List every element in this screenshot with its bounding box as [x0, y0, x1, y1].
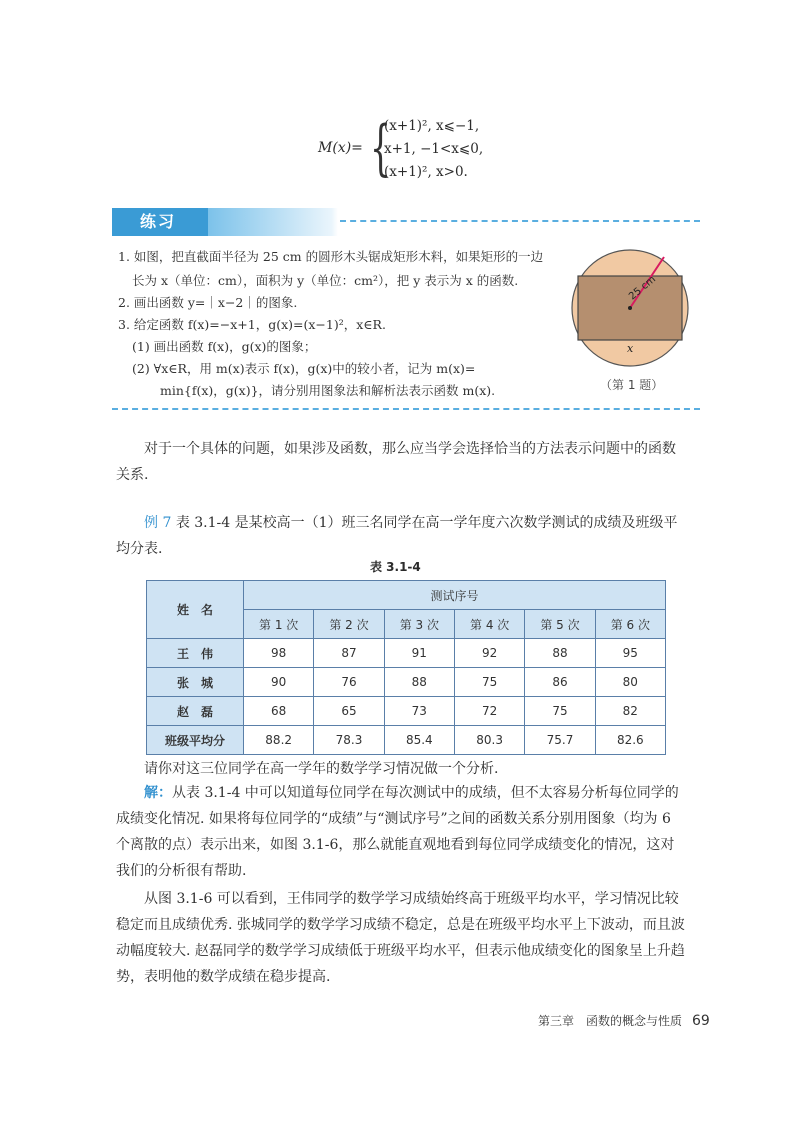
figure-svg: [568, 246, 692, 376]
table-cell: 65: [314, 697, 384, 726]
row-name: 班级平均分: [147, 726, 244, 755]
exercise-line-1: 1. 如图，把直截面半径为 25 cm 的圆形木头锯成矩形木料，如果矩形的一边: [118, 249, 544, 264]
column-header: 第 4 次: [454, 610, 524, 639]
solution-paragraph: [116, 780, 686, 884]
piecewise-formula: [318, 113, 578, 186]
table-row: [147, 668, 666, 697]
name-header: 姓 名: [147, 581, 244, 639]
page-number: 69: [692, 1013, 710, 1029]
circle-rectangle-figure: [568, 246, 692, 376]
exercise-line-3: 2. 画出函数 y=｜x−2｜的图象.: [118, 295, 298, 310]
table-row: [147, 697, 666, 726]
exercise-title: 练习: [112, 208, 208, 236]
table-cell: 73: [384, 697, 454, 726]
row-name: 张 城: [147, 668, 244, 697]
table-cell: 75: [525, 697, 595, 726]
question-paragraph: 请你对这三位同学在高一学年的数学学习情况做一个分析.: [144, 761, 499, 777]
exercise-line-5: (1) 画出函数 f(x)，g(x)的图象；: [132, 339, 317, 354]
table-row: [147, 726, 666, 755]
table-cell: 91: [384, 639, 454, 668]
exercise-top-divider: [340, 220, 700, 222]
formula-lhs: M(x)=: [318, 140, 363, 156]
table-cell: 80.3: [454, 726, 524, 755]
exercise-line-7: min{f(x)，g(x)}，请分别用图象法和解析法表示函数 m(x).: [160, 383, 496, 398]
table-cell: 82.6: [595, 726, 665, 755]
column-header: 第 5 次: [525, 610, 595, 639]
table-cell: 75: [454, 668, 524, 697]
column-header: 第 6 次: [595, 610, 665, 639]
figure-caption: （第 1 题）: [600, 378, 664, 392]
table-cell: 76: [314, 668, 384, 697]
exercise-bottom-divider: [112, 408, 700, 410]
row-name: 赵 磊: [147, 697, 244, 726]
formula-case-2: x+1, −1<x⩽0,: [384, 141, 484, 157]
center-point: [628, 306, 632, 310]
formula-case-1: (x+1)², x⩽−1,: [384, 118, 480, 134]
example-text: 表 3.1-4 是某校高一（1）班三名同学在高一学年度六次数学测试的成绩及班级平均分表.: [116, 515, 678, 557]
exercise-header-gradient: [208, 208, 338, 236]
table-cell: 98: [244, 639, 314, 668]
chapter-title: 第三章 函数的概念与性质: [538, 1014, 683, 1028]
table-cell: 95: [595, 639, 665, 668]
table-cell: 88.2: [244, 726, 314, 755]
table-cell: 75.7: [525, 726, 595, 755]
column-header: 第 1 次: [244, 610, 314, 639]
table-title: 表 3.1-4: [370, 560, 421, 574]
table-cell: 72: [454, 697, 524, 726]
intro-paragraph: 对于一个具体的问题，如果涉及函数，那么应当学会选择恰当的方法表示问题中的函数关系.: [116, 441, 676, 483]
table-cell: 87: [314, 639, 384, 668]
table-cell: 78.3: [314, 726, 384, 755]
row-name: 王 伟: [147, 639, 244, 668]
table-cell: 86: [525, 668, 595, 697]
formula-brace: {: [370, 113, 392, 183]
table-cell: 82: [595, 697, 665, 726]
solution-label: 解：: [144, 785, 172, 801]
page-footer: [538, 1012, 710, 1029]
column-header: 第 3 次: [384, 610, 454, 639]
column-header: 第 2 次: [314, 610, 384, 639]
radius-label: 25 cm: [627, 273, 659, 303]
table-header-row: [147, 581, 666, 610]
table-cell: 90: [244, 668, 314, 697]
test-number-header: 测试序号: [244, 581, 666, 610]
example-paragraph: [116, 510, 686, 562]
analysis-paragraph: 从图 3.1-6 可以看到，王伟同学的数学学习成绩始终高于班级平均水平，学习情况比较稳定而且成绩优秀. 张城同学的数学学习成绩不稳定，总是在班级平均水平上下波动，而且波动幅度较大. 赵磊同学的数学学习成绩低于班级平均水平，但表示他成绩变化的图象呈上升趋势，表明他的数学成绩在稳步提高.: [116, 891, 685, 985]
table-cell: 88: [384, 668, 454, 697]
exercise-line-6: (2) ∀x∈R，用 m(x)表示 f(x)，g(x)中的较小者，记为 m(x)=: [132, 361, 476, 376]
exercise-line-2: 长为 x（单位：cm），面积为 y（单位：cm²），把 y 表示为 x 的函数.: [132, 273, 519, 288]
table-cell: 80: [595, 668, 665, 697]
table-cell: 68: [244, 697, 314, 726]
table-cell: 92: [454, 639, 524, 668]
exercise-line-4: 3. 给定函数 f(x)=−x+1，g(x)=(x−1)²，x∈R.: [118, 317, 386, 332]
table-cell: 85.4: [384, 726, 454, 755]
solution-text: 从表 3.1-4 中可以知道每位同学在每次测试中的成绩，但不太容易分析每位同学的成绩变化情况. 如果将每位同学的“成绩”与“测试序号”之间的函数关系分别用图象（均为 6 个离散的点）表示出来，如图 3.1-6，那么就能直观地看到每位同学成绩变化的情况，这对我们的分析很有帮助.: [116, 785, 679, 879]
table-cell: 88: [525, 639, 595, 668]
score-table: [146, 580, 666, 755]
formula-case-3: (x+1)², x>0.: [384, 164, 468, 180]
example-label: 例 7: [144, 515, 172, 531]
side-label: x: [627, 342, 634, 355]
table-row: [147, 639, 666, 668]
